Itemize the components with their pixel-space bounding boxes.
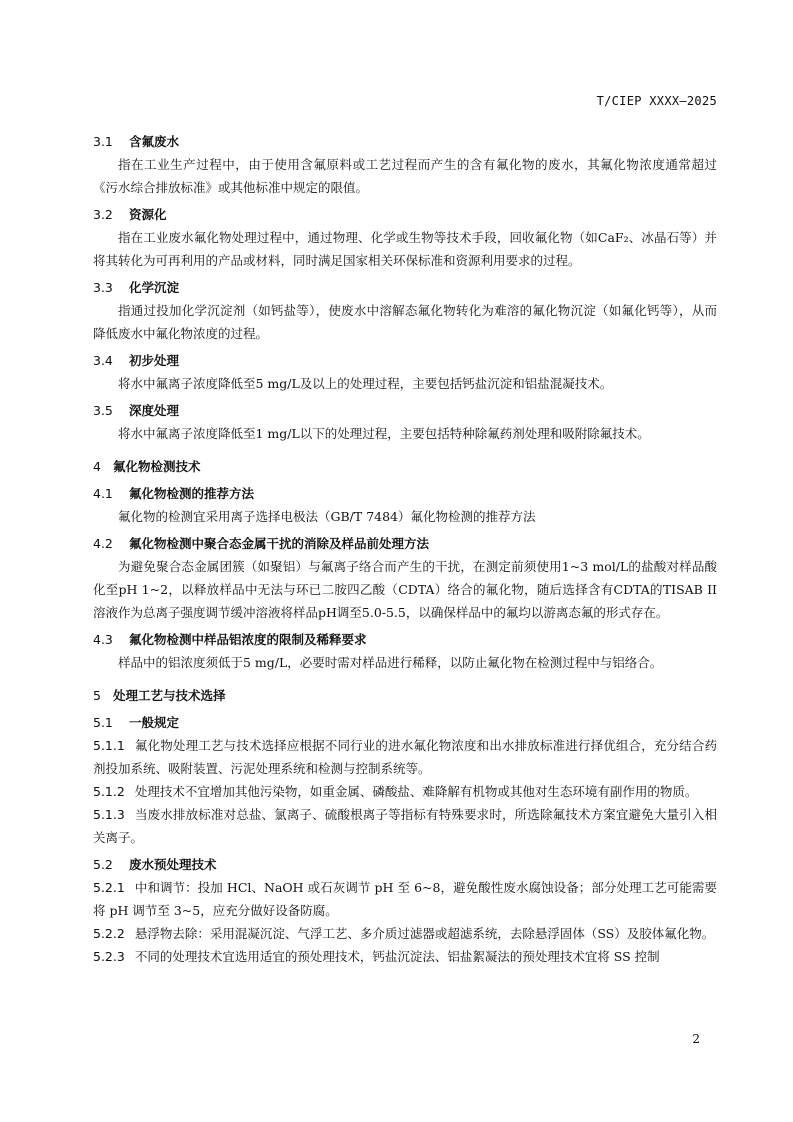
section-3-1-text: 指在工业生产过程中，由于使用含氟原料或工艺过程而产生的含有氟化物的废水，其氟化物浓度通常超过《污水综合排放标准》或其他标准中规定的限值。 [93, 157, 717, 195]
section-4-2-text: 为避免聚合态金属团簇（如聚铝）与氟离子络合而产生的干扰，在测定前须使用1~3 mol/L的盐酸对样品酸化至pH 1~2，以释放样品中无法与环已二胺四乙酸（CDTA）络合的氟化物，随后选择含有CDTA的TISAB II溶液作为总离子强度调节缓冲溶液将样品pH调至5.0-5.5，以确保样品中的氟均以游离态氟的形式存在。 [93, 559, 717, 620]
document-body [93, 126, 717, 968]
document-code-header: T/CIEP XXXX—2025 [596, 94, 717, 108]
clause-5-2-1: 5.2.1 中和调节：投加 HCl、NaOH 或石灰调节 pH 至 6~8，避免酸性废水腐蚀设备；部分处理工艺可能需要将 pH 调节至 3~5，应充分做好设备防腐。 [93, 880, 717, 918]
section-3-2-heading: 3.2 资源化 [93, 207, 167, 222]
section-5-1-heading: 5.1 一般规定 [93, 715, 180, 730]
clause-5-1-2: 5.1.2 处理技术不宜增加其他污染物，如重金属、磷酸盐、难降解有机物或其他对生态环境有副作用的物质。 [93, 784, 698, 799]
section-3-1-heading: 3.1 含氟废水 [93, 134, 180, 149]
section-3-3-text: 指通过投加化学沉淀剂（如钙盐等），使废水中溶解态氟化物转化为难溶的氟化物沉淀（如氟化钙等），从而降低废水中氟化物浓度的过程。 [93, 303, 717, 341]
clause-5-2-3: 5.2.3 不同的处理技术宜选用适宜的预处理技术，钙盐沉淀法、铝盐絮凝法的预处理技术宜将 SS 控制 [93, 949, 660, 964]
page-number: 2 [692, 1032, 700, 1046]
section-4-2-heading: 4.2 氟化物检测中聚合态金属干扰的消除及样品前处理方法 [93, 536, 430, 551]
section-4-heading: 4 氟化物检测技术 [93, 459, 201, 474]
section-3-4-text: 将水中氟离子浓度降低至5 mg/L及以上的处理过程，主要包括钙盐沉淀和铝盐混凝技术。 [118, 376, 613, 391]
section-3-5-text: 将水中氟离子浓度降低至1 mg/L以下的处理过程，主要包括特种除氟药剂处理和吸附除氟技术。 [118, 426, 650, 441]
clause-5-1-1: 5.1.1 氟化物处理工艺与技术选择应根据不同行业的进水氟化物浓度和出水排放标准进行择优组合，充分结合药剂投加系统、吸附装置、污泥处理系统和检测与控制系统等。 [93, 738, 717, 776]
section-3-4-heading: 3.4 初步处理 [93, 353, 180, 368]
clause-5-1-3: 5.1.3 当废水排放标准对总盐、氯离子、硫酸根离子等指标有特殊要求时，所选除氟技术方案宜避免大量引入相关离子。 [93, 807, 717, 845]
section-4-3-heading: 4.3 氟化物检测中样品铝浓度的限制及稀释要求 [93, 632, 367, 647]
section-4-3-text: 样品中的铝浓度须低于5 mg/L，必要时需对样品进行稀释，以防止氟化物在检测过程中与铝络合。 [118, 655, 663, 670]
section-4-1-heading: 4.1 氟化物检测的推荐方法 [93, 486, 255, 501]
section-4-1-text: 氟化物的检测宜采用离子选择电极法（GB/T 7484）氟化物检测的推荐方法 [118, 509, 536, 524]
section-3-5-heading: 3.5 深度处理 [93, 403, 180, 418]
section-5-heading: 5 处理工艺与技术选择 [93, 688, 226, 703]
section-5-2-heading: 5.2 废水预处理技术 [93, 857, 217, 872]
section-3-2-text: 指在工业废水氟化物处理过程中，通过物理、化学或生物等技术手段，回收氟化物（如CaF₂、冰晶石等）并将其转化为可再利用的产品或材料，同时满足国家相关环保标准和资源利用要求的过程。 [93, 230, 717, 268]
clause-5-2-2: 5.2.2 悬浮物去除：采用混凝沉淀、气浮工艺、多介质过滤器或超滤系统，去除悬浮固体（SS）及胶体氟化物。 [93, 926, 715, 941]
section-3-3-heading: 3.3 化学沉淀 [93, 280, 180, 295]
